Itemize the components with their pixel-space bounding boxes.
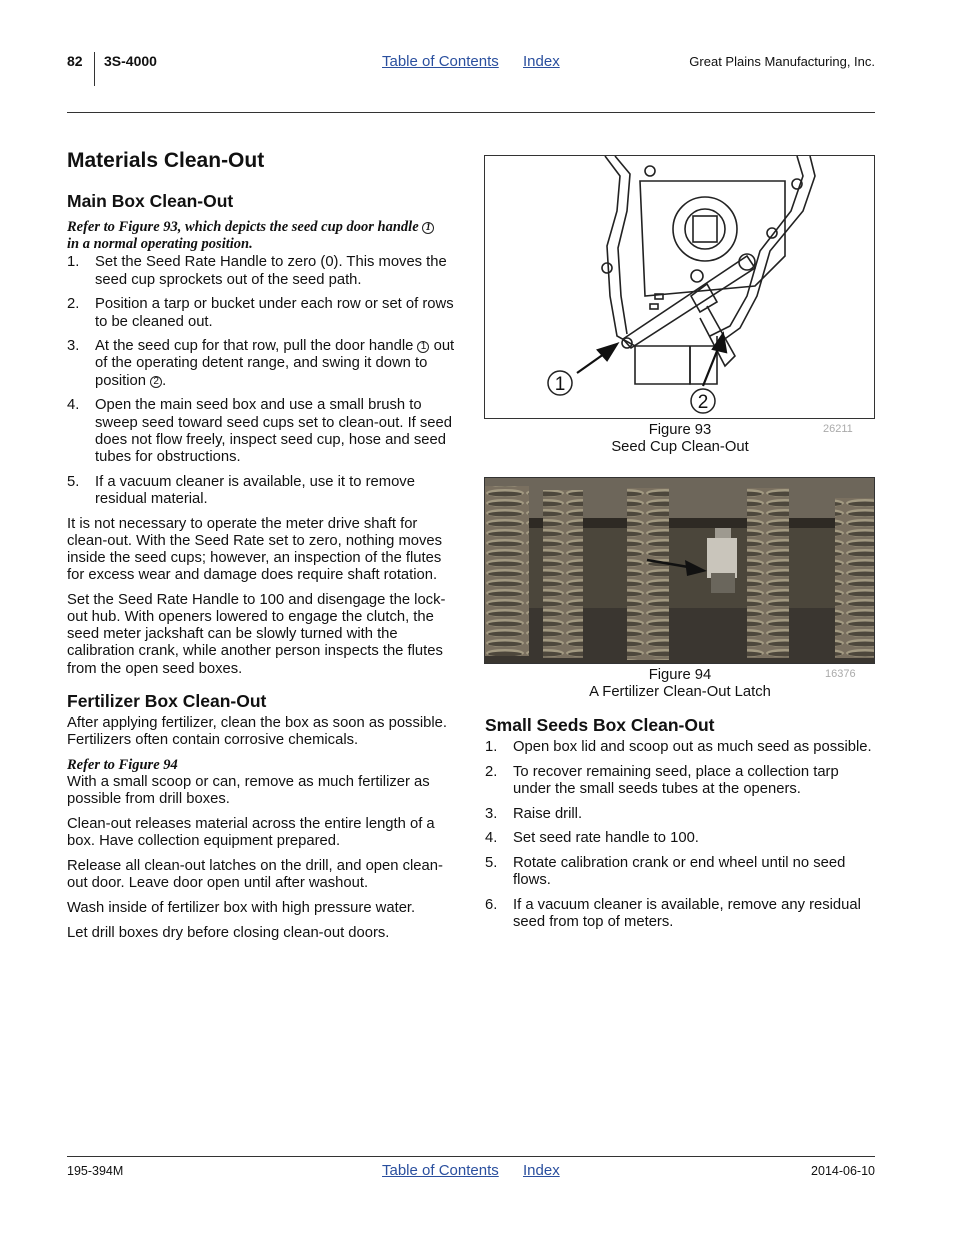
- step-number: 3.: [67, 338, 80, 355]
- main-box-intro: Refer to Figure 93, which depicts the seed cup door handle 1 in a normal operating position.: [67, 219, 459, 253]
- fert-para-6: Let drill boxes dry before closing clean-out doors.: [67, 924, 390, 941]
- list-item: [485, 897, 877, 931]
- clean-out-latch-photo: [485, 478, 874, 663]
- marker-1: 1: [422, 222, 434, 234]
- step-text: Open the main seed box and use a small brush to sweep seed toward seed cups set to clean-out. If seed does not flow freely, inspect seed cup, hose and seed tubes for obstructions.: [95, 397, 452, 465]
- list-item: [67, 474, 459, 508]
- step-number: 5.: [485, 855, 498, 872]
- figure-94-label: Figure 94: [648, 667, 712, 683]
- step-text: Open box lid and scoop out as much seed as possible.: [513, 739, 872, 755]
- step-text: Position a tarp or bucket under each row or set of rows to be cleaned out.: [95, 296, 454, 330]
- list-item: [485, 830, 877, 847]
- figure-93-label: Figure 93: [648, 422, 712, 438]
- figure-94-photo: [484, 477, 875, 664]
- figure-93-id: 26211: [823, 423, 853, 435]
- list-item: [485, 806, 877, 823]
- callout-1: 1: [554, 374, 566, 395]
- fert-para-4: Release all clean-out latches on the drill, and open clean-out door. Leave door open until after washout.: [67, 857, 443, 892]
- figure-93-caption: [560, 422, 800, 456]
- figure-94-title: A Fertilizer Clean-Out Latch: [589, 684, 771, 700]
- figure-93-title: Seed Cup Clean-Out: [611, 439, 749, 455]
- header-rule: [67, 112, 875, 113]
- step-number: 5.: [67, 473, 80, 490]
- callout-2: 2: [697, 392, 709, 413]
- step-number: 4.: [67, 397, 80, 414]
- fert-box-section: [67, 715, 459, 949]
- step-number: 4.: [485, 830, 498, 847]
- step-number: 2.: [67, 296, 80, 313]
- main-box-heading: Main Box Clean-Out: [67, 191, 234, 211]
- step-text: Set seed rate handle to 100.: [513, 830, 699, 847]
- main-box-steps: [67, 254, 459, 508]
- page-number: 82: [67, 53, 83, 69]
- marker-1: 1: [417, 341, 429, 353]
- page-title: Materials Clean-Out: [67, 149, 265, 172]
- list-item: [67, 254, 459, 288]
- list-item: 3. At the seed cup for that row, pull the door handle 1 out of the operating detent range, and swing it down to position 2 .: [67, 338, 455, 389]
- list-item: [485, 764, 877, 798]
- list-item: [67, 397, 459, 466]
- fert-box-heading: Fertilizer Box Clean-Out: [67, 691, 267, 711]
- list-item: [485, 855, 877, 889]
- fert-para-5: Wash inside of fertilizer box with high pressure water.: [67, 899, 416, 916]
- intro-text-b: in a normal operating position: [67, 236, 250, 253]
- step-text: Rotate calibration crank or end wheel until no seed flows.: [513, 855, 846, 889]
- list-item: [67, 296, 459, 330]
- step-text: Set the Seed Rate Handle to zero (0). This moves the seed cup sprockets out of the seed path.: [95, 254, 447, 288]
- step-text: If a vacuum cleaner is available, use it to remove residual material.: [95, 473, 415, 507]
- header-index-link[interactable]: Index: [523, 53, 560, 70]
- small-seeds-heading: Small Seeds Box Clean-Out: [485, 715, 715, 735]
- step-text: At the seed cup for that row, pull the door handle: [95, 338, 414, 355]
- figure-94-caption: [540, 667, 820, 701]
- step-number: 1.: [67, 254, 80, 271]
- footer-toc-link[interactable]: Table of Contents: [382, 1162, 499, 1179]
- footer-index-link[interactable]: Index: [523, 1162, 560, 1179]
- fert-para-3: Clean-out releases material across the entire length of a box. Have collection equipment prepared.: [67, 816, 435, 850]
- footer-rule: [67, 1156, 875, 1157]
- fert-para-2: With a small scoop or can, remove as much fertilizer as possible from drill boxes.: [67, 774, 430, 808]
- figure-93-illustration: [484, 155, 875, 419]
- step-text: If a vacuum cleaner is available, remove any residual seed from top of meters.: [513, 896, 861, 931]
- model-name: 3S-4000: [104, 53, 157, 69]
- step-number: 6.: [485, 896, 498, 913]
- step-number: 2.: [485, 763, 498, 780]
- step-text: Raise drill.: [513, 805, 583, 822]
- header-divider: [94, 52, 95, 86]
- company-name: Great Plains Manufacturing, Inc.: [689, 54, 875, 69]
- step-number: 1.: [485, 739, 498, 755]
- fert-refer: Refer to Figure 94: [67, 756, 178, 773]
- main-box-para-2: Set the Seed Rate Handle to 100 and disengage the lock-out hub. With openers lowered to engage the clutch, the seed meter jackshaft can be slowly turned with the calibration crank, while another person inspects the flutes from the open seed boxes.: [67, 591, 446, 677]
- figure-94-id: 16376: [825, 668, 856, 680]
- step-text: To recover remaining seed, place a collection tarp under the small seeds tubes at the openers.: [513, 763, 839, 797]
- main-box-para-1: It is not necessary to operate the meter drive shaft for clean-out. With the Seed Rate set to zero, nothing moves inside the seed cups; however, an inspection of the flutes for excess wear and damage does require shaft rotation.: [67, 515, 443, 584]
- doc-date: 2014-06-10: [811, 1164, 875, 1178]
- seed-cup-drawing: [485, 156, 874, 418]
- list-item: [485, 739, 877, 756]
- marker-2: 2: [150, 376, 162, 388]
- step-number: 3.: [485, 805, 498, 822]
- small-seeds-section: [485, 739, 877, 939]
- header-toc-link[interactable]: Table of Contents: [382, 53, 499, 70]
- doc-number: 195-394M: [67, 1164, 124, 1178]
- main-box-section: [67, 219, 459, 685]
- small-seeds-steps: [485, 739, 877, 931]
- fert-para-1: After applying fertilizer, clean the box as soon as possible. Fertilizers often contain corrosive chemicals.: [67, 715, 448, 749]
- intro-text-a: Refer to Figure 93, which depicts the seed cup door handle: [67, 219, 419, 235]
- step-text: out of the operating detent range, and swing it down to position: [95, 338, 455, 389]
